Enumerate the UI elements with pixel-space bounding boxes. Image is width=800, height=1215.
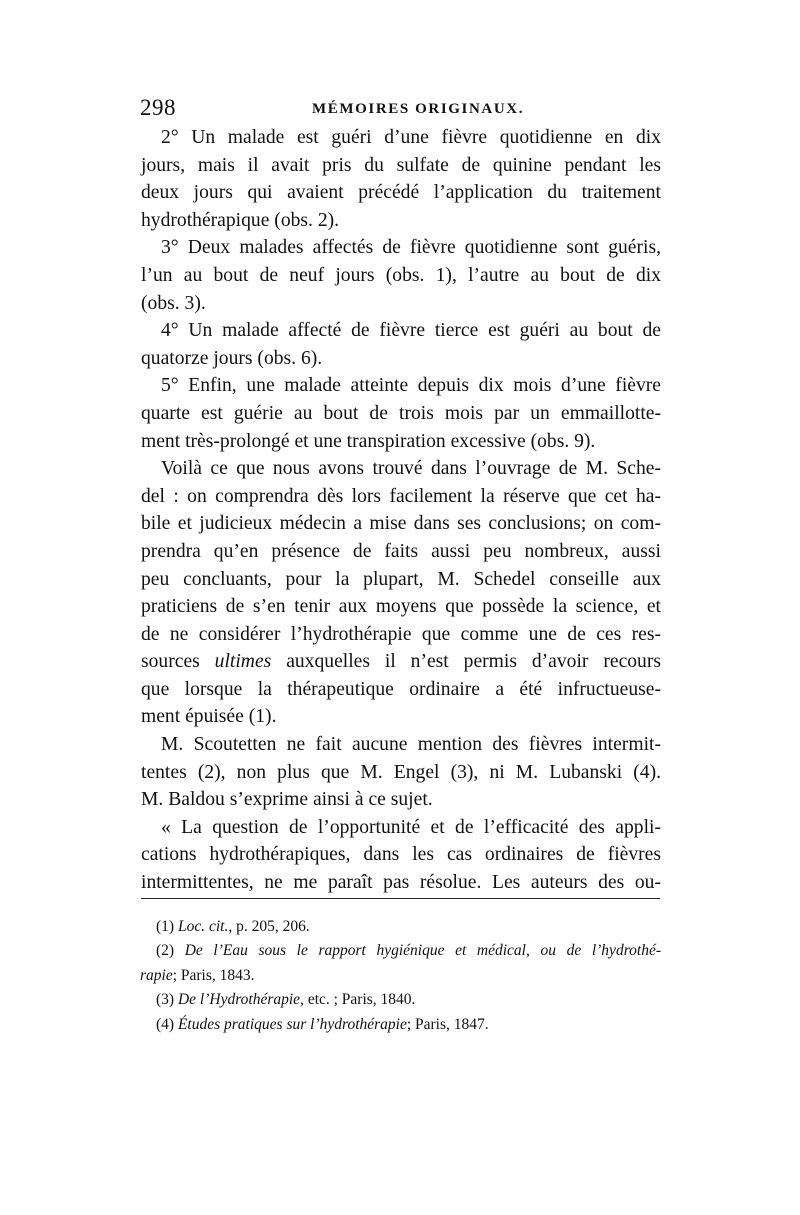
footnote-title: De l’Hydrothérapie,: [177, 991, 304, 1009]
footnote-title: Loc. cit.,: [177, 918, 233, 935]
body-text: [141, 124, 661, 897]
text-line: M. Scoutetten ne fait aucune mention des fièvres intermit-: [161, 734, 661, 756]
footnote-title: Études pratiques sur l’hydrothérapie: [177, 1015, 407, 1033]
footnote-1: [156, 915, 661, 939]
footnote-number: (3): [156, 991, 175, 1009]
text-fragment: auxquelles il n’est permis d’avoir recours: [286, 651, 662, 673]
text-line: hydrothérapique (obs. 2).: [141, 209, 340, 231]
text-line: 3° Deux malades affectés de fièvre quotidienne sont guéris,: [161, 237, 661, 259]
text-line: 4° Un malade affecté de fièvre tierce est guéri au bout de: [161, 320, 661, 342]
page-number: 298: [140, 95, 176, 120]
running-head: MÉMOIRES ORIGINAUX.: [312, 101, 525, 117]
footnote-text: p. 205, 206.: [232, 918, 310, 935]
text-line: tentes (2), non plus que M. Engel (3), ni M. Lubanski (4).: [141, 761, 661, 783]
text-line: l’un au bout de neuf jours (obs. 1), l’autre au bout de dix: [141, 264, 661, 286]
text-line: quarte est guérie au bout de trois mois par un emmaillotte-: [141, 402, 661, 424]
text-line: « La question de l’opportunité et de l’efficacité des appli-: [161, 816, 661, 838]
italic-word: ultimes: [214, 651, 272, 673]
footnote-number: (2): [156, 942, 175, 960]
text-line: ment très-prolongé et une transpiration excessive (obs. 9).: [141, 430, 596, 452]
footnote-3: [156, 988, 661, 1012]
footnote-divider: [141, 898, 660, 899]
text-line: 2° Un malade est guéri d’une fièvre quotidienne en dix: [161, 127, 661, 148]
text-line: 5° Enfin, une malade atteinte depuis dix mois d’une fièvre: [161, 375, 661, 397]
footnote-2-continuation: [140, 964, 661, 988]
text-fragment: sources: [141, 651, 200, 673]
footnote-number: (1): [156, 918, 175, 935]
footnote-text: etc. ; Paris, 1840.: [303, 991, 416, 1009]
text-line: jours, mais il avait pris du sulfate de quinine pendant les: [141, 154, 661, 176]
text-line: ment épuisée (1).: [141, 706, 277, 728]
footnote-title: De l’Eau sous le rapport hygiénique et médical, ou de l’hydrothé-: [184, 942, 661, 960]
footnotes: [140, 915, 661, 1037]
text-line: prendra qu’en présence de faits aussi peu nombreux, aussi: [141, 540, 661, 562]
page-header: [140, 95, 660, 127]
text-line: M. Baldou s’exprime ainsi à ce sujet.: [141, 789, 433, 811]
text-line: peu concluants, pour la plupart, M. Schedel conseille aux: [141, 568, 661, 590]
text-line: bile et judicieux médecin a mise dans ses conclusions; on com-: [141, 513, 661, 535]
footnote-text: ; Paris, 1843.: [172, 966, 255, 984]
footnote-2: [156, 939, 661, 963]
text-line: del : on comprendra dès lors facilement la réserve que cet ha-: [141, 485, 661, 507]
footnote-4: [156, 1013, 661, 1037]
text-line: intermittentes, ne me paraît pas résolue. Les auteurs des ou-: [141, 872, 661, 894]
footnote-title: rapie: [140, 966, 173, 984]
text-line: cations hydrothérapiques, dans les cas ordinaires de fièvres: [141, 844, 661, 866]
text-line: Voilà ce que nous avons trouvé dans l’ouvrage de M. Sche-: [161, 458, 661, 480]
text-line: (obs. 3).: [141, 292, 206, 314]
text-line: quatorze jours (obs. 6).: [141, 347, 323, 369]
text-line: deux jours qui avaient précédé l’application du traitement: [141, 182, 661, 204]
text-line: que lorsque la thérapeutique ordinaire a été infructueuse-: [141, 678, 661, 700]
footnote-text: ; Paris, 1847.: [406, 1015, 489, 1033]
footnote-number: (4): [156, 1015, 175, 1033]
text-line: praticiens de s’en tenir aux moyens que possède la science, et: [141, 596, 661, 618]
text-line-mixed: [141, 648, 661, 676]
text-line: de ne considérer l’hydrothérapie que comme une de ces res-: [141, 623, 661, 645]
